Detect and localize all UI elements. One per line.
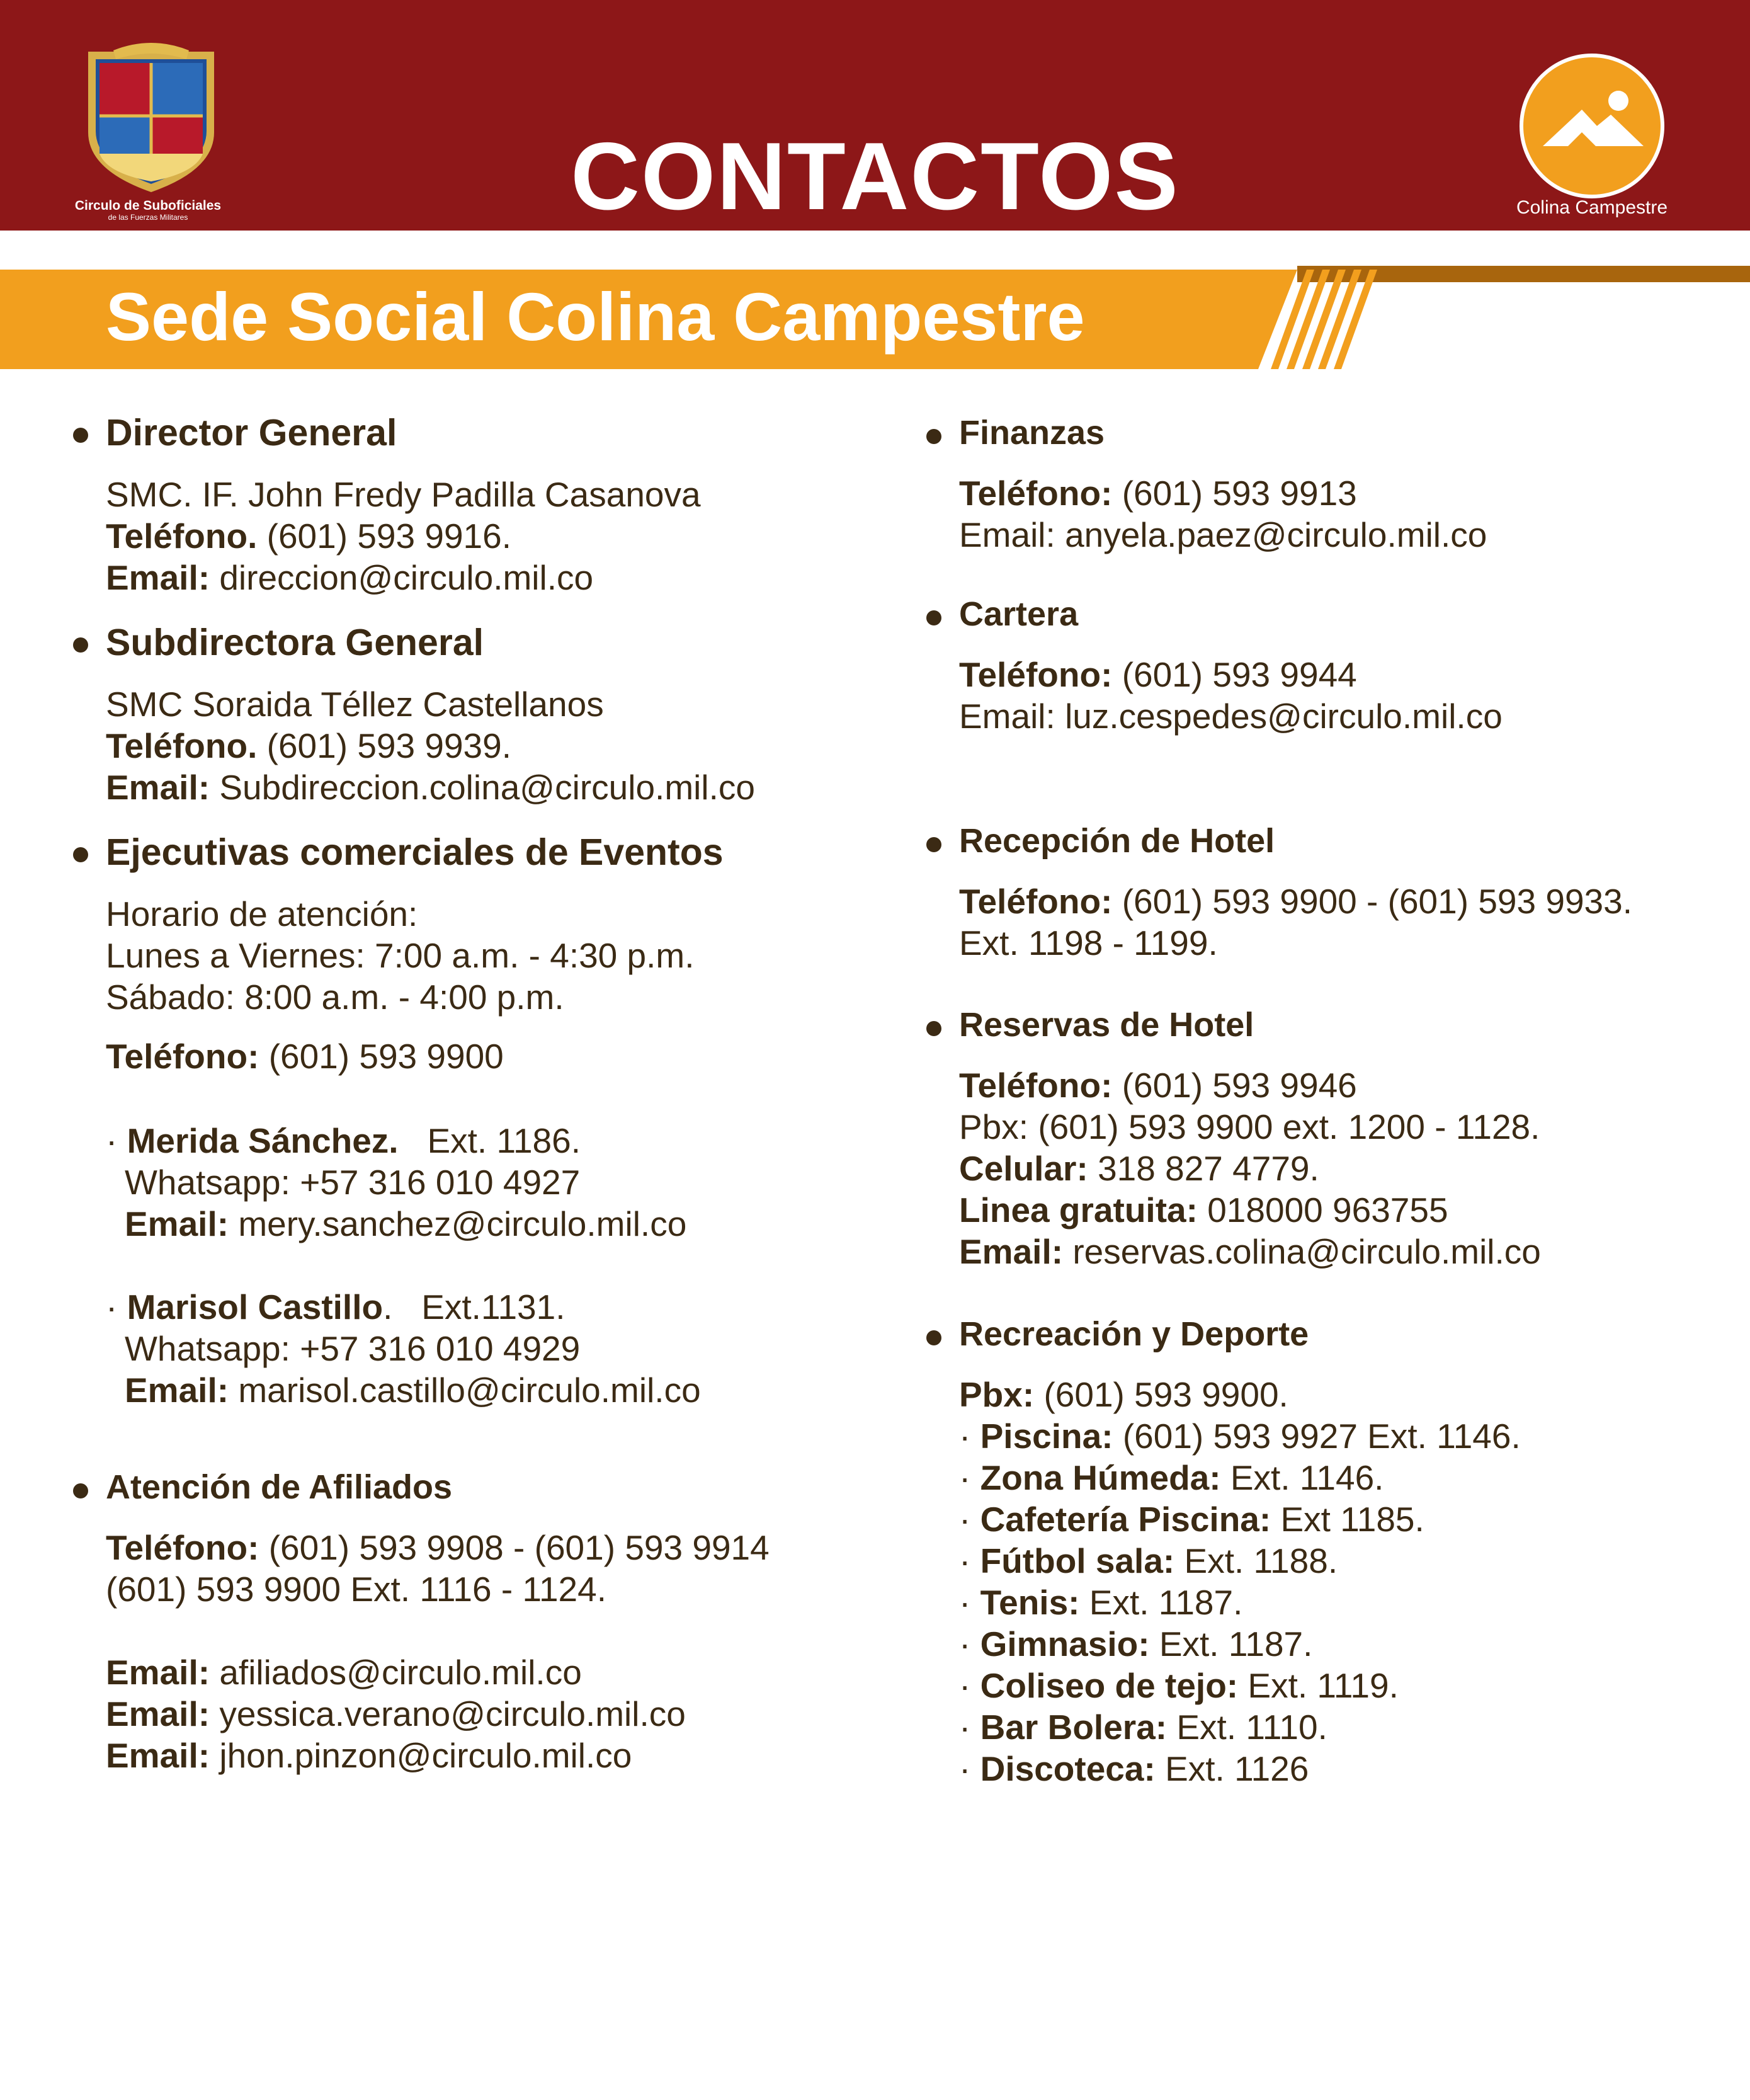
list-item: · Cafetería Piscina: Ext 1185. bbox=[959, 1500, 1424, 1539]
list-item: · Coliseo de tejo: Ext. 1119. bbox=[959, 1666, 1399, 1705]
list-item: · Bar Bolera: Ext. 1110. bbox=[959, 1708, 1327, 1747]
contact-email: Email: yessica.verano@circulo.mil.co bbox=[106, 1694, 686, 1733]
list-item: · Zona Húmeda: Ext. 1146. bbox=[959, 1458, 1384, 1497]
bullet-icon bbox=[73, 428, 88, 443]
person-whatsapp: Whatsapp: +57 316 010 4929 bbox=[125, 1329, 581, 1368]
section-heading: Atención de Afiliados bbox=[69, 1466, 770, 1508]
finanzas-section bbox=[923, 412, 1487, 556]
contact-phone: Teléfono: (601) 593 9913 bbox=[959, 474, 1357, 513]
hours-saturday: Sábado: 8:00 a.m. - 4:00 p.m. bbox=[106, 978, 564, 1017]
cartera-section bbox=[923, 593, 1503, 737]
subdirector-section bbox=[69, 620, 755, 808]
list-item: · Piscina: (601) 593 9927 Ext. 1146. bbox=[959, 1417, 1521, 1456]
section-heading: Ejecutivas comerciales de Eventos bbox=[69, 830, 724, 874]
contact-ext: Ext. 1198 - 1199. bbox=[959, 923, 1218, 962]
org-logo-caption: Circulo de Suboficiales de las Fuerzas Militares bbox=[74, 198, 222, 222]
section-heading: Recepción de Hotel bbox=[923, 820, 1632, 862]
bullet-icon bbox=[926, 1021, 941, 1036]
contact-phone: Teléfono. (601) 593 9916. bbox=[106, 516, 511, 556]
section-heading: Cartera bbox=[923, 593, 1503, 635]
contact-person bbox=[69, 1286, 724, 1411]
contact-email: Email: Subdireccion.colina@circulo.mil.co bbox=[106, 768, 755, 807]
director-section bbox=[69, 411, 701, 598]
section-heading: Reservas de Hotel bbox=[923, 1004, 1541, 1046]
bullet-icon bbox=[73, 1483, 88, 1498]
contact-email: Email: reservas.colina@circulo.mil.co bbox=[959, 1232, 1541, 1271]
contact-email: Email: anyela.paez@circulo.mil.co bbox=[959, 515, 1487, 554]
list-item: · Fútbol sala: Ext. 1188. bbox=[959, 1541, 1338, 1580]
section-heading: Subdirectora General bbox=[69, 620, 755, 665]
list-item: · Discoteca: Ext. 1126 bbox=[959, 1749, 1309, 1788]
header-bar bbox=[0, 0, 1750, 231]
person-email: Email: mery.sanchez@circulo.mil.co bbox=[125, 1204, 687, 1243]
hours-weekdays: Lunes a Viernes: 7:00 a.m. - 4:30 p.m. bbox=[106, 936, 695, 975]
banner-title: Sede Social Colina Campestre bbox=[106, 278, 1085, 355]
bullet-icon bbox=[926, 1330, 941, 1345]
bullet-icon bbox=[926, 429, 941, 444]
person-email: Email: marisol.castillo@circulo.mil.co bbox=[125, 1371, 701, 1410]
section-heading: Finanzas bbox=[923, 412, 1487, 454]
contact-email: Email: direccion@circulo.mil.co bbox=[106, 558, 594, 597]
contact-phone: Teléfono: (601) 593 9908 - (601) 593 9914 bbox=[106, 1528, 770, 1567]
ejecutivas-section bbox=[69, 830, 724, 1411]
person-name: · Merida Sánchez. Ext. 1186. bbox=[106, 1121, 581, 1160]
contact-person bbox=[69, 1120, 724, 1245]
contact-phone: Teléfono. (601) 593 9939. bbox=[106, 726, 511, 765]
page-title: CONTACTOS bbox=[571, 123, 1179, 230]
contact-phone-ext: (601) 593 9900 Ext. 1116 - 1124. bbox=[106, 1570, 607, 1609]
contact-free-line: Linea gratuita: 018000 963755 bbox=[959, 1190, 1448, 1230]
mountain-logo-icon bbox=[1518, 52, 1666, 200]
recepcion-section bbox=[923, 820, 1632, 964]
contact-phone: Teléfono: (601) 593 9944 bbox=[959, 655, 1357, 694]
contact-cell: Celular: 318 827 4779. bbox=[959, 1149, 1319, 1188]
contact-name: SMC Soraida Téllez Castellanos bbox=[106, 685, 604, 724]
reservas-section bbox=[923, 1004, 1541, 1272]
contact-phone: Teléfono: (601) 593 9900 - (601) 593 9933. bbox=[959, 882, 1632, 921]
person-whatsapp: Whatsapp: +57 316 010 4927 bbox=[125, 1163, 581, 1202]
contact-phone: Teléfono: (601) 593 9900 bbox=[106, 1037, 504, 1076]
list-item: · Gimnasio: Ext. 1187. bbox=[959, 1624, 1313, 1663]
contact-name: SMC. IF. John Fredy Padilla Casanova bbox=[106, 475, 701, 514]
section-heading: Director General bbox=[69, 411, 701, 455]
bullet-icon bbox=[926, 837, 941, 852]
contact-pbx: Pbx: (601) 593 9900. bbox=[959, 1375, 1288, 1414]
contact-email: Email: jhon.pinzon@circulo.mil.co bbox=[106, 1736, 632, 1775]
hours-title: Horario de atención: bbox=[106, 894, 418, 933]
person-name: · Marisol Castillo. Ext.1131. bbox=[106, 1287, 565, 1327]
bullet-icon bbox=[926, 610, 941, 625]
list-item: · Tenis: Ext. 1187. bbox=[959, 1583, 1243, 1622]
contact-pbx: Pbx: (601) 593 9900 ext. 1200 - 1128. bbox=[959, 1107, 1540, 1146]
recreacion-section bbox=[923, 1313, 1521, 1789]
bullet-icon bbox=[73, 637, 88, 653]
brand-logo-caption: Colina Campestre bbox=[1516, 197, 1668, 218]
bullet-icon bbox=[73, 847, 88, 862]
contact-phone: Teléfono: (601) 593 9946 bbox=[959, 1066, 1357, 1105]
section-heading: Recreación y Deporte bbox=[923, 1313, 1521, 1355]
afiliados-section bbox=[69, 1466, 770, 1776]
contact-email: Email: afiliados@circulo.mil.co bbox=[106, 1653, 582, 1692]
contact-email: Email: luz.cespedes@circulo.mil.co bbox=[959, 697, 1503, 736]
